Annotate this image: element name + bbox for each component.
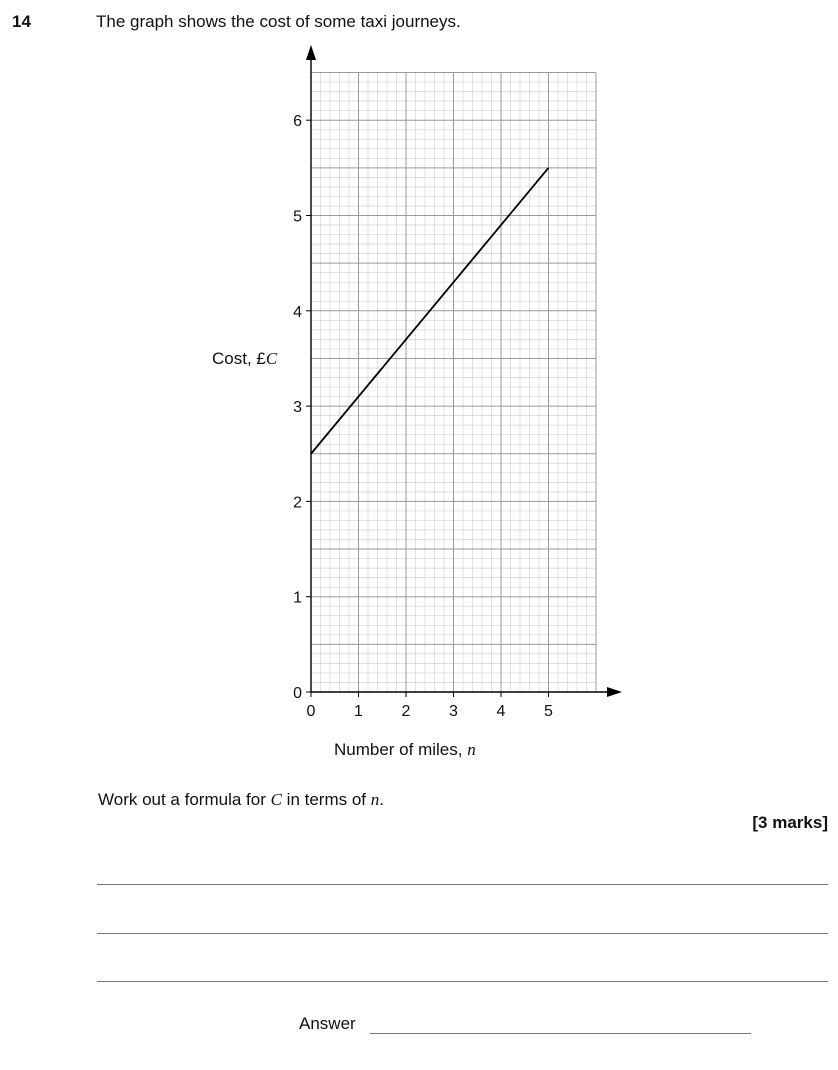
instruction-var-c: C xyxy=(270,790,282,809)
working-line-1[interactable] xyxy=(97,884,828,885)
x-axis-arrowhead xyxy=(607,687,622,697)
y-tick-label: 2 xyxy=(293,494,302,512)
instruction-var-n: n xyxy=(370,790,380,809)
y-tick-label: 3 xyxy=(293,399,302,417)
answer-line[interactable] xyxy=(370,1033,751,1034)
y-axis-arrowhead xyxy=(306,45,316,60)
question-number: 14 xyxy=(12,12,31,31)
working-line-2[interactable] xyxy=(97,933,828,934)
y-axis-label-text: Cost, £ xyxy=(212,349,266,368)
instruction-text-1: Work out a formula for xyxy=(98,790,271,809)
answer-label: Answer xyxy=(299,1014,356,1033)
y-axis-label xyxy=(212,349,277,369)
marks-label: [3 marks] xyxy=(752,813,828,832)
y-tick-label: 1 xyxy=(293,589,302,607)
y-tick-label: 4 xyxy=(293,303,302,321)
x-tick-label: 5 xyxy=(544,703,553,720)
instruction-text-2: in terms of xyxy=(281,790,371,809)
instruction-text-3: . xyxy=(379,790,384,809)
x-tick-label: 3 xyxy=(449,703,458,720)
x-axis-label xyxy=(334,740,476,760)
graph-grid xyxy=(311,73,596,692)
graph-ticks xyxy=(293,113,553,720)
y-tick-label: 6 xyxy=(293,113,302,131)
x-tick-label: 2 xyxy=(401,703,411,720)
question-intro: The graph shows the cost of some taxi journeys. xyxy=(96,12,461,31)
x-axis-label-variable: n xyxy=(467,740,476,759)
y-tick-label: 5 xyxy=(293,208,302,226)
x-tick-label: 0 xyxy=(306,703,316,720)
question-instruction xyxy=(98,790,384,810)
x-tick-label: 1 xyxy=(354,703,363,720)
x-tick-label: 4 xyxy=(496,703,506,720)
graph-axes xyxy=(306,45,622,697)
x-axis-label-text: Number of miles, xyxy=(334,740,468,759)
y-axis-label-variable: C xyxy=(265,349,278,368)
y-tick-label: 0 xyxy=(293,685,302,702)
working-line-3[interactable] xyxy=(97,981,828,982)
